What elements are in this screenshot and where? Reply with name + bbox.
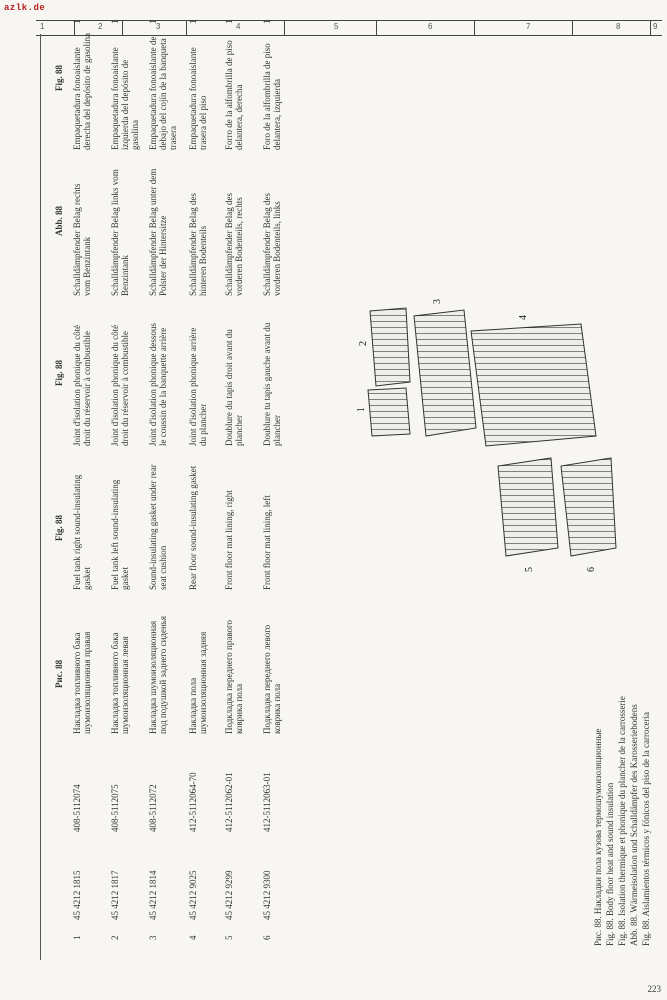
col-num: 4 <box>236 22 241 31</box>
catalog-code: 45 4212 1815 <box>72 870 82 920</box>
callout-label: 1 <box>356 407 367 412</box>
name-de: Schalldämpfender Belag unter dem Polster der Hintersitze <box>148 168 168 296</box>
row-number: 5 <box>224 935 234 940</box>
name-de: Schalldämpfender Belag des hinteren Bodenteils <box>188 193 208 296</box>
caption-fr: Fig. 88. Isolation thermique et phonique du plancher de la carrosserie <box>617 696 627 946</box>
quantity: 1 <box>262 19 272 24</box>
name-de: Schalldämpfender Belag links vom Benzintank <box>110 169 130 296</box>
name-de: Schalldämpfender Belag des vorderen Bodenteils, links <box>262 193 282 296</box>
part-number: 408-5112075 <box>110 784 120 832</box>
catalog-code: 45 4212 9025 <box>188 870 198 920</box>
name-fr: Doublure du tapis droit avant du plancher <box>224 329 244 446</box>
part-number: 408-5112072 <box>148 784 158 832</box>
heading-fr: Fig. 88 <box>54 360 64 386</box>
name-fr: Joint d'isolation phonique du côté droit du réservoir à combustible <box>72 324 92 446</box>
row-number: 4 <box>188 935 198 940</box>
col-sep <box>650 21 651 35</box>
col-num: 5 <box>334 22 339 31</box>
heading-de: Abb. 88 <box>54 205 64 236</box>
callout-label: 4 <box>518 315 529 320</box>
catalog-code: 45 4212 1814 <box>148 870 158 920</box>
quantity: 1 <box>224 19 234 24</box>
caption-de: Abb. 88. Wärmeisolation und Schalldämpfer des Karosseriebodens <box>629 704 639 946</box>
row-number: 3 <box>148 935 158 940</box>
part-number: 412-5112064-70 <box>188 772 198 832</box>
col-num: 2 <box>98 22 103 31</box>
name-en: Sound-insulating gasket under rear seat cushion <box>148 464 168 590</box>
page-number: 223 <box>647 984 661 994</box>
row-number: 6 <box>262 935 272 940</box>
name-ru: Подкладка переднего левого коврика пола <box>262 624 282 734</box>
watermark: azlk.de <box>4 3 46 13</box>
name-en: Rear floor sound-insulating gasket <box>188 465 198 590</box>
name-en: Fuel tank left sound-insulating gasket <box>110 479 130 590</box>
callout-label: 3 <box>432 299 443 304</box>
name-ru: Подкладка переднего правого коврика пола <box>224 620 244 734</box>
callout-label: 5 <box>524 567 535 572</box>
name-ru: Накладка пола шумоизоляционная задняя <box>188 631 208 734</box>
callout-label: 6 <box>586 567 597 572</box>
part-number: 412-5112062-01 <box>224 772 234 832</box>
name-en: Front floor mat lining, left <box>262 495 272 590</box>
name-fr: Joint d'isolation phonique dessous le coussin de la banquette arrière <box>148 323 168 446</box>
catalog-code: 45 4212 1817 <box>110 870 120 920</box>
col-num: 3 <box>156 22 161 31</box>
name-es: Empaquetadura fonoaislante trasera del piso <box>188 47 208 150</box>
heading-es: Fig. 88 <box>54 65 64 91</box>
col-num: 9 <box>653 22 658 31</box>
quantity: 1 <box>148 19 158 24</box>
pad-5-shape <box>498 458 558 556</box>
name-en: Front floor mat lining, right <box>224 490 234 590</box>
name-ru: Накладка шумоизоляционная под подушкой заднего сиденья <box>148 615 168 734</box>
pad-3-shape <box>414 310 476 436</box>
part-number: 412-5112063-01 <box>262 772 272 832</box>
heading-en: Fig. 88 <box>54 515 64 541</box>
pad-2-shape <box>370 308 410 386</box>
quantity: 1 <box>110 19 120 24</box>
catalog-code: 45 4212 9299 <box>224 870 234 920</box>
name-es: Empaquetadura fonoaislante derecha del depósito de gasolina <box>72 33 92 150</box>
name-fr: Joint d'isolation phonique arrière du plancher <box>188 327 208 446</box>
col-num: 6 <box>428 22 433 31</box>
caption-es: Fig. 88. Aislamientos térmicos y fónicos del piso de la carroceria <box>641 712 651 946</box>
caption-en: Fig. 88. Body floor heat and sound insulation <box>605 782 615 946</box>
name-es: Empaquetadura fonoaislante de debajo del cojín de la banqueta trasera <box>148 36 178 150</box>
name-es: Forro de la alfombrilla de piso delantera, derecha <box>224 40 244 150</box>
pad-4-shape <box>471 324 596 446</box>
row-number: 1 <box>72 935 82 940</box>
heading-ru: Рис. 88 <box>54 659 64 688</box>
name-ru: Накладка топливного бака шумоизоляционная левая <box>110 632 130 734</box>
part-number: 408-5112074 <box>72 784 82 832</box>
col-num: 1 <box>40 22 45 31</box>
catalog-code: 45 4212 9300 <box>262 870 272 920</box>
name-de: Schalldämpfender Belag rechts vom Benzintank <box>72 183 92 296</box>
caption-ru: Рис. 88. Накладки пола кузова термошумоизоляционные <box>593 728 603 946</box>
callout-label: 2 <box>358 341 369 346</box>
rotated-page-content <box>36 6 651 946</box>
col-num: 8 <box>616 22 621 31</box>
name-es: Foro de la alfombrilla de piso delantera, izquierda <box>262 43 282 150</box>
name-es: Empaquetadura fonoaislante izquierda del depósito de gasolina <box>110 47 140 150</box>
name-ru: Накладка топливного бака шумоизоляционная правая <box>72 631 92 734</box>
figure-caption <box>592 506 652 946</box>
floor-insulation-illustration <box>356 286 616 586</box>
quantity: 1 <box>72 19 82 24</box>
row-number: 2 <box>110 935 120 940</box>
name-fr: Doublure tu tapis gauche avant du plancher <box>262 322 282 446</box>
name-de: Schalldämpfender Belag des vorderen Bodenteils, rechts <box>224 193 244 296</box>
name-en: Fuel tank right sound-insulating gasket <box>72 474 92 590</box>
col-num: 7 <box>526 22 531 31</box>
name-fr: Joint d'isolation phonique du côté droit du réservoir à combustible <box>110 324 130 446</box>
pad-1-shape <box>368 388 410 436</box>
quantity: 1 <box>188 19 198 24</box>
